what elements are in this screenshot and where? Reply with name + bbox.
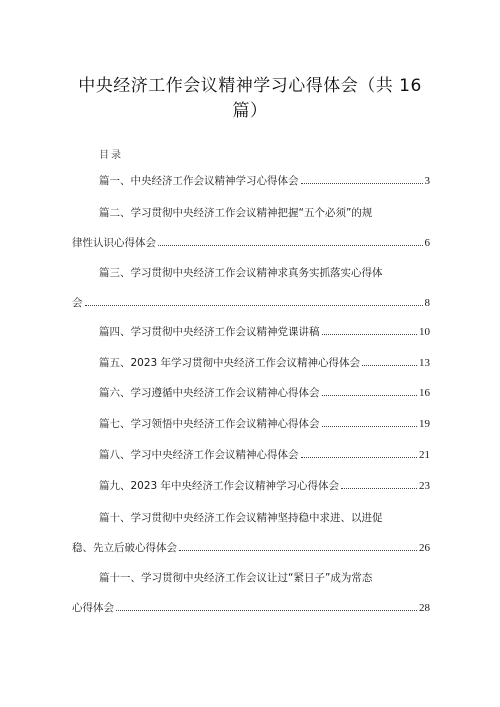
toc-entry-line-1[interactable]: 篇二、学习贯彻中央经济工作会议精神把握“五个必须”的规: [99, 207, 373, 219]
toc-heading: 目录: [99, 150, 123, 161]
toc-entry-title: 篇九、2023 年中央经济工作会议精神学习心得体会: [99, 480, 340, 492]
toc-leader-dots: [322, 334, 418, 335]
toc-page-number: 6: [424, 237, 430, 249]
toc-entry-title: 篇一、中央经济工作会议精神学习心得体会: [99, 175, 299, 187]
toc-leader-dots: [301, 183, 423, 184]
toc-entry-line-1[interactable]: 篇十一、学习贯彻中央经济工作会议让过“紧日子”成为常态: [99, 572, 373, 584]
toc-page-number: 16: [419, 387, 430, 399]
toc-entry-title: 心得体会: [72, 602, 114, 614]
toc-entry[interactable]: [99, 479, 430, 493]
toc-entry-title: 稳、先立后破心得体会: [72, 542, 177, 554]
toc-leader-dots: [116, 610, 417, 611]
toc-entry[interactable]: [72, 601, 430, 615]
toc-entry[interactable]: [99, 174, 430, 188]
toc-leader-dots: [362, 365, 417, 366]
document-title-line-1: 中央经济工作会议精神学习心得体会（共 16: [78, 76, 422, 96]
document-title-line-2: 篇）: [232, 101, 268, 121]
toc-entry[interactable]: [99, 448, 430, 462]
toc-entry-title: 篇四、学习贯彻中央经济工作会议精神党课讲稿: [99, 326, 320, 338]
toc-entry-line-1[interactable]: 篇十、学习贯彻中央经济工作会议精神坚持稳中求进、以进促: [99, 512, 383, 524]
toc-page-number: 3: [424, 175, 430, 187]
toc-leader-dots: [179, 550, 417, 551]
toc-entry[interactable]: [72, 541, 430, 555]
toc-page-number: 8: [424, 297, 430, 309]
toc-entry-title: 篇六、学习遵循中央经济工作会议精神心得体会: [99, 387, 320, 399]
toc-entry[interactable]: [99, 417, 430, 431]
toc-page-number: 19: [419, 418, 430, 430]
toc-entry-title: 篇七、学习领悟中央经济工作会议精神心得体会: [99, 418, 320, 430]
toc-entry[interactable]: [72, 236, 430, 250]
toc-entry[interactable]: [99, 386, 430, 400]
toc-page-number: 10: [419, 326, 430, 338]
toc-entry-title: 篇五、2023 年学习贯彻中央经济工作会议精神心得体会: [99, 357, 361, 369]
toc-page-number: 13: [419, 357, 430, 369]
toc-page-number: 23: [419, 480, 430, 492]
toc-entry-title: 律性认识心得体会: [72, 237, 156, 249]
toc-leader-dots: [158, 245, 423, 246]
document-title: [60, 74, 440, 124]
toc-entry-title: 会: [72, 297, 83, 309]
toc-leader-dots: [341, 488, 417, 489]
toc-leader-dots: [322, 395, 418, 396]
toc-entry-line-1[interactable]: 篇三、学习贯彻中央经济工作会议精神求真务实抓落实心得体: [99, 267, 383, 279]
toc-page-number: 21: [419, 449, 430, 461]
toc-entry[interactable]: [72, 296, 430, 310]
toc-entry[interactable]: [99, 356, 430, 370]
toc-entry[interactable]: [99, 325, 430, 339]
toc-leader-dots: [301, 457, 418, 458]
toc-page-number: 26: [419, 542, 430, 554]
toc-leader-dots: [322, 426, 418, 427]
toc-entry-title: 篇八、学习中央经济工作会议精神心得体会: [99, 449, 299, 461]
toc-leader-dots: [85, 305, 423, 306]
toc-page-number: 28: [419, 602, 430, 614]
